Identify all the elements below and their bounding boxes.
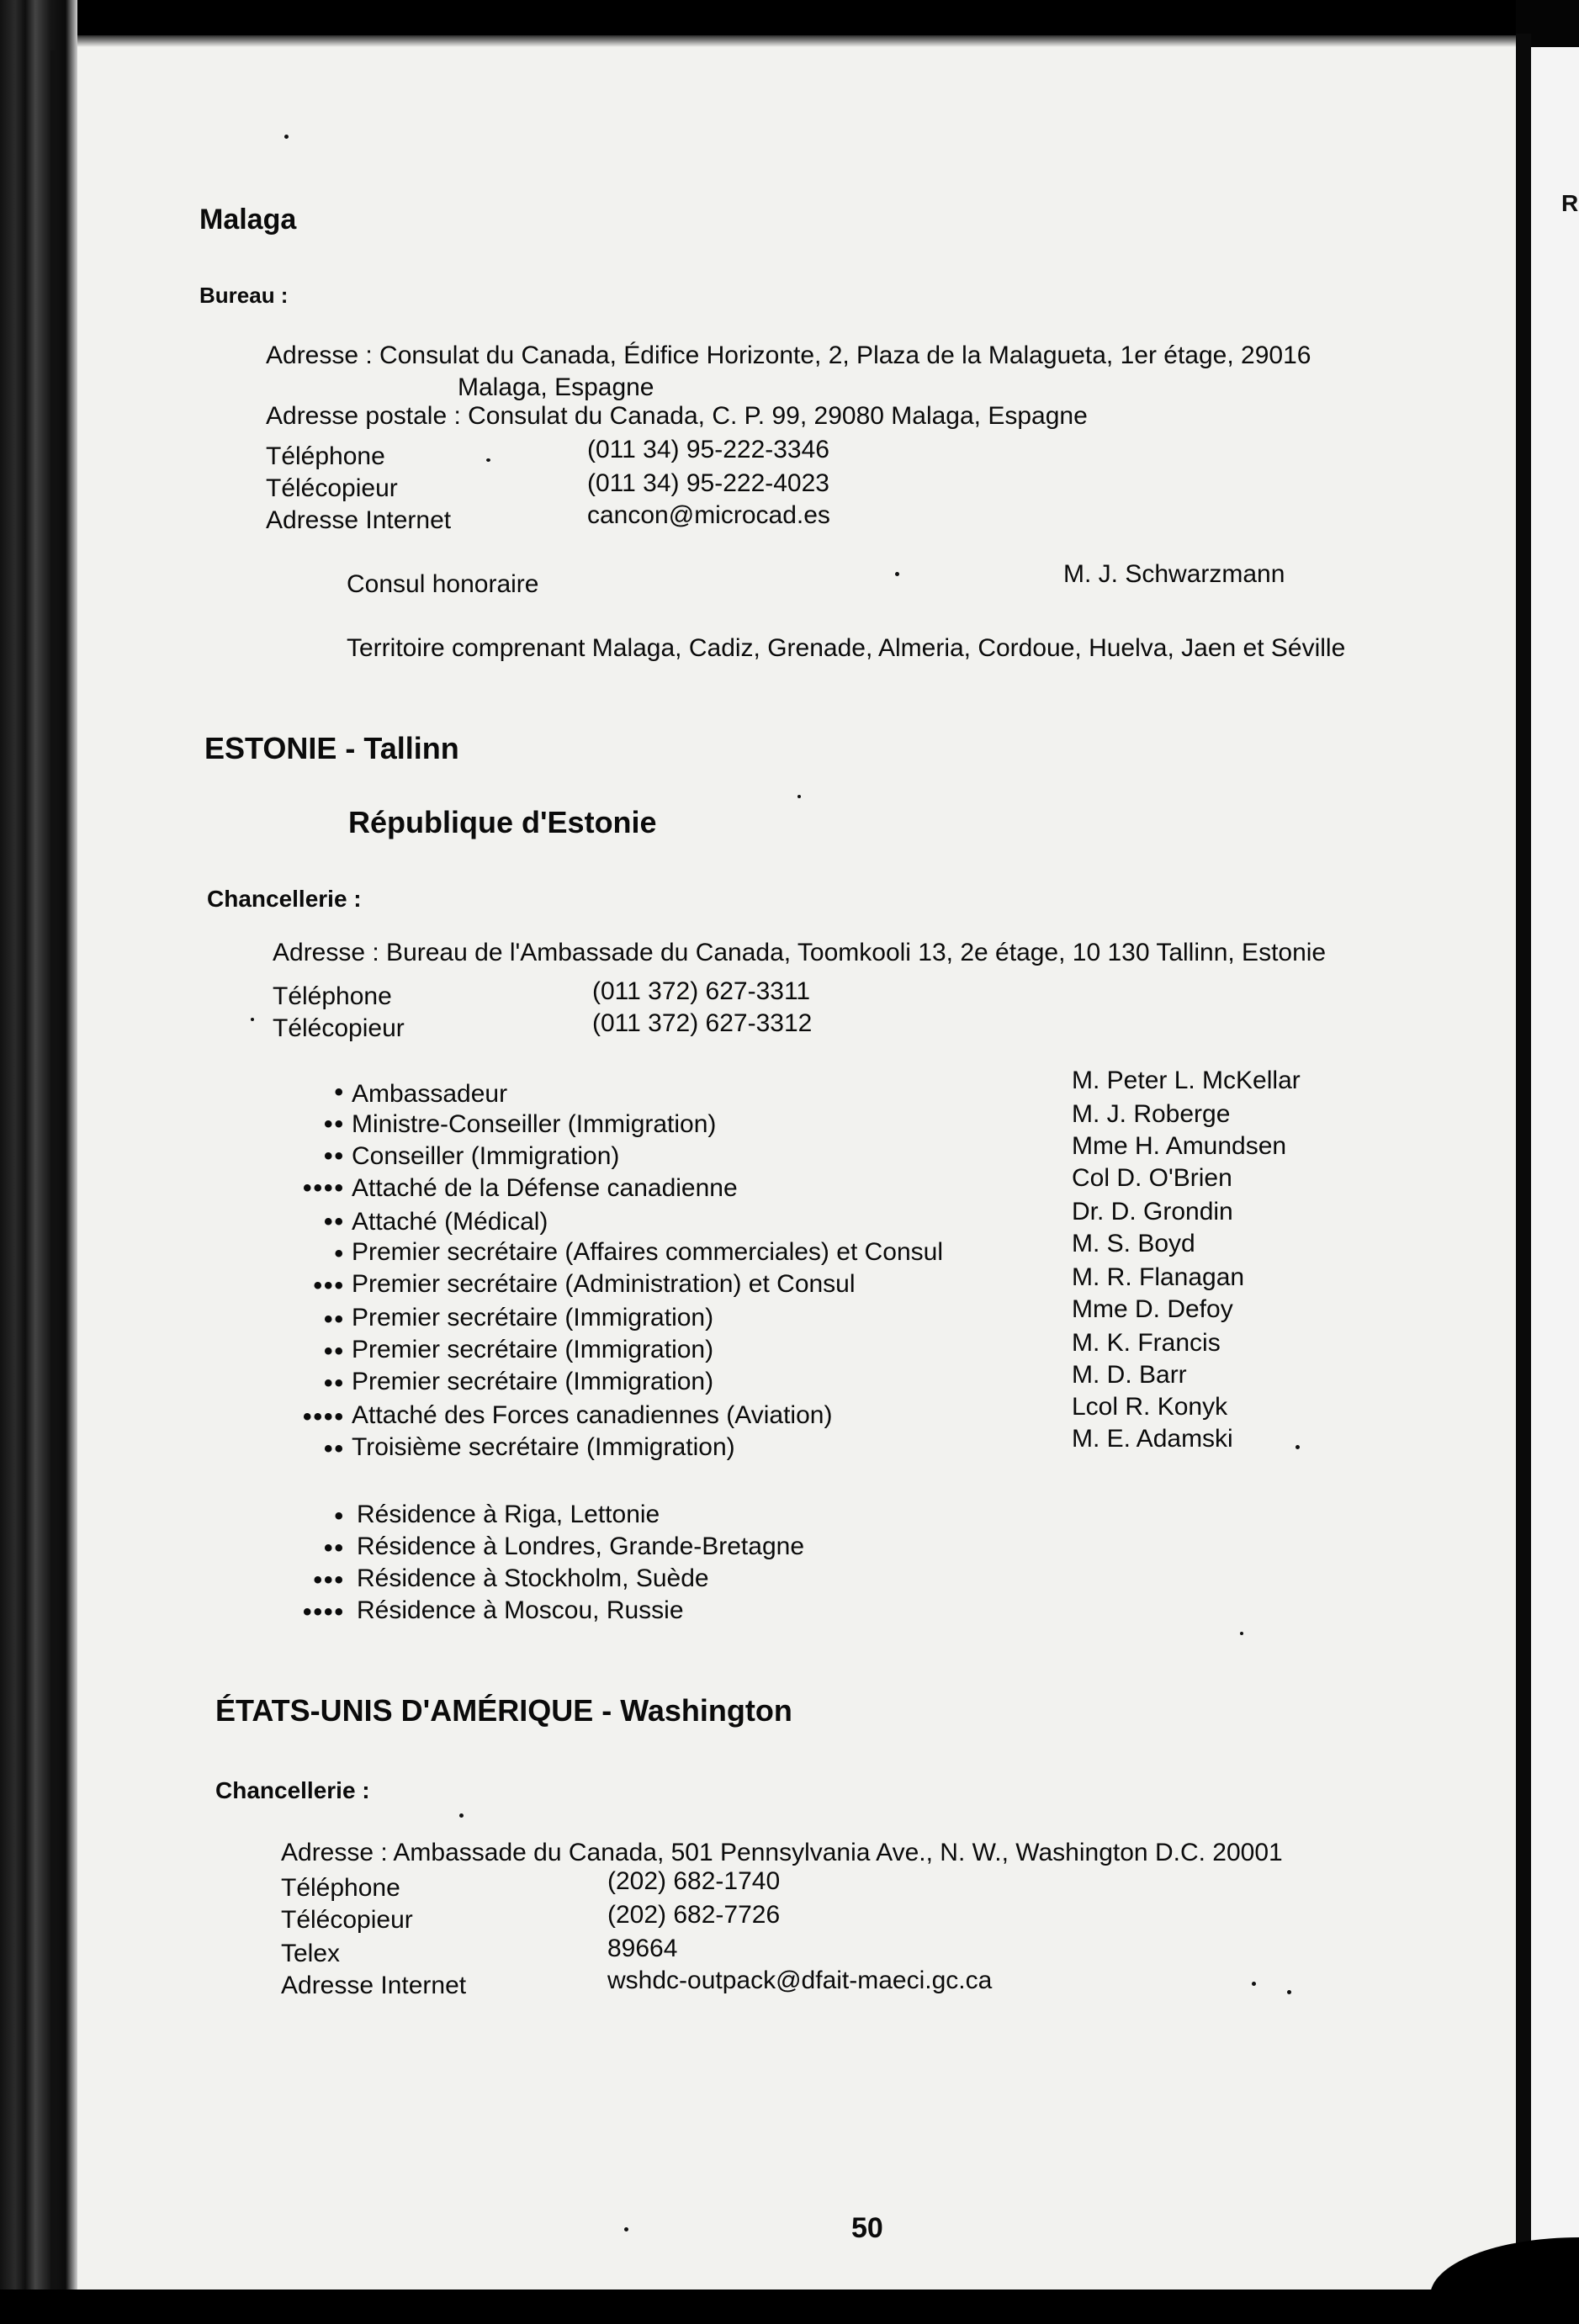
- staff-role: Attaché (Médical): [352, 1208, 548, 1236]
- staff-stars: ••: [323, 1435, 345, 1463]
- scan-speck: [624, 2227, 628, 2231]
- staff-role: Premier secrétaire (Affaires commerciales) et Consul: [352, 1238, 943, 1266]
- usa-internet-value: wshdc-outpack@dfait-maeci.gc.ca: [607, 1967, 993, 1994]
- malaga-fax-label: Télécopieur: [266, 474, 398, 502]
- staff-stars: ••••: [302, 1403, 345, 1431]
- malaga-internet-label: Adresse Internet: [266, 506, 452, 534]
- malaga-postal-address: Adresse postale : Consulat du Canada, C. P. 99, 29080 Malaga, Espagne: [266, 402, 1088, 430]
- estonie-chancellerie-label: Chancellerie :: [207, 886, 362, 912]
- estonie-phone-label: Téléphone: [273, 982, 392, 1010]
- staff-stars: ••: [323, 1337, 345, 1365]
- staff-role: Premier secrétaire (Immigration): [352, 1304, 714, 1331]
- usa-chancellerie-label: Chancellerie :: [215, 1777, 370, 1803]
- staff-name: Dr. D. Grondin: [1072, 1198, 1233, 1226]
- staff-name: Col D. O'Brien: [1072, 1164, 1232, 1192]
- usa-fax-value: (202) 682-7726: [607, 1901, 781, 1929]
- staff-name: M. E. Adamski: [1072, 1425, 1233, 1453]
- malaga-consul-role: Consul honoraire: [347, 570, 539, 598]
- usa-phone-label: Téléphone: [281, 1874, 400, 1902]
- malaga-internet-value: cancon@microcad.es: [587, 501, 830, 529]
- estonie-subtitle: République d'Estonie: [348, 805, 657, 839]
- residence-stars: •: [334, 1502, 345, 1530]
- scan-speck: [1296, 1445, 1300, 1449]
- staff-name: Lcol R. Konyk: [1072, 1393, 1228, 1421]
- staff-role: Premier secrétaire (Immigration): [352, 1368, 714, 1395]
- staff-name: M. S. Boyd: [1072, 1230, 1195, 1257]
- page-number: 50: [851, 2212, 883, 2244]
- malaga-address-line2: Malaga, Espagne: [458, 373, 654, 401]
- estonie-fax-label: Télécopieur: [273, 1014, 405, 1042]
- residence-stars: ••••: [302, 1598, 345, 1626]
- usa-telex-label: Telex: [281, 1940, 341, 1967]
- estonie-title: ESTONIE - Tallinn: [204, 731, 459, 765]
- staff-role: Ambassadeur: [352, 1080, 508, 1108]
- staff-stars: •: [334, 1078, 345, 1106]
- usa-address: Adresse : Ambassade du Canada, 501 Pennsylvania Ave., N. W., Washington D.C. 20001: [281, 1839, 1283, 1866]
- usa-phone-value: (202) 682-1740: [607, 1867, 781, 1895]
- residence-item: Résidence à Riga, Lettonie: [357, 1501, 660, 1528]
- staff-stars: •: [334, 1240, 345, 1268]
- scan-speck: [284, 135, 289, 139]
- malaga-phone-label: Téléphone: [266, 442, 385, 470]
- scan-speck: [251, 1018, 254, 1021]
- staff-role: Attaché de la Défense canadienne: [352, 1174, 738, 1202]
- usa-title: ÉTATS-UNIS D'AMÉRIQUE - Washington: [215, 1693, 792, 1728]
- staff-stars: ••••: [302, 1174, 345, 1202]
- staff-name: M. J. Roberge: [1072, 1100, 1231, 1128]
- malaga-address-line1: Adresse : Consulat du Canada, Édifice Horizonte, 2, Plaza de la Malagueta, 1er étage, 29016: [266, 341, 1311, 369]
- staff-stars: •••: [313, 1272, 345, 1300]
- usa-telex-value: 89664: [607, 1935, 678, 1962]
- staff-role: Conseiller (Immigration): [352, 1142, 620, 1170]
- staff-role: Premier secrétaire (Administration) et Consul: [352, 1270, 856, 1298]
- staff-stars: ••: [323, 1208, 345, 1236]
- usa-internet-label: Adresse Internet: [281, 1972, 467, 1999]
- residence-item: Résidence à Moscou, Russie: [357, 1596, 684, 1624]
- estonie-fax-value: (011 372) 627-3312: [592, 1009, 813, 1037]
- staff-name: Mme D. Defoy: [1072, 1295, 1233, 1323]
- usa-fax-label: Télécopieur: [281, 1906, 413, 1934]
- scan-speck: [1252, 1982, 1256, 1986]
- malaga-territory: Territoire comprenant Malaga, Cadiz, Grenade, Almeria, Cordoue, Huelva, Jaen et Séville: [347, 634, 1346, 662]
- estonie-phone-value: (011 372) 627-3311: [592, 977, 811, 1005]
- scan-speck: [486, 458, 490, 462]
- malaga-title: Malaga: [199, 204, 297, 236]
- scan-speck: [459, 1813, 464, 1818]
- staff-role: Ministre-Conseiller (Immigration): [352, 1110, 717, 1138]
- malaga-fax-value: (011 34) 95-222-4023: [587, 469, 829, 497]
- staff-name: Mme H. Amundsen: [1072, 1132, 1287, 1160]
- malaga-phone-value: (011 34) 95-222-3346: [587, 436, 829, 463]
- staff-name: M. Peter L. McKellar: [1072, 1067, 1301, 1094]
- staff-role: Troisième secrétaire (Immigration): [352, 1433, 735, 1461]
- malaga-bureau-label: Bureau :: [199, 283, 289, 308]
- staff-role: Attaché des Forces canadiennes (Aviation): [352, 1401, 833, 1429]
- scan-speck: [895, 572, 899, 576]
- residence-stars: ••: [323, 1534, 345, 1562]
- next-page-letter: R: [1561, 190, 1579, 216]
- residence-item: Résidence à Stockholm, Suède: [357, 1564, 709, 1592]
- scan-speck: [1287, 1990, 1291, 1994]
- staff-role: Premier secrétaire (Immigration): [352, 1336, 714, 1363]
- estonie-address: Adresse : Bureau de l'Ambassade du Canada, Toomkooli 13, 2e étage, 10 130 Tallinn, Estonie: [273, 939, 1327, 966]
- residence-item: Résidence à Londres, Grande-Bretagne: [357, 1533, 805, 1560]
- staff-stars: ••: [323, 1369, 345, 1397]
- scan-speck: [1240, 1632, 1243, 1635]
- residence-stars: •••: [313, 1566, 345, 1594]
- malaga-consul-name: M. J. Schwarzmann: [1063, 560, 1285, 588]
- staff-name: M. D. Barr: [1072, 1361, 1187, 1389]
- staff-name: M. K. Francis: [1072, 1329, 1221, 1357]
- staff-stars: ••: [323, 1305, 345, 1333]
- staff-name: M. R. Flanagan: [1072, 1263, 1245, 1291]
- staff-stars: ••: [323, 1142, 345, 1170]
- scan-speck: [797, 795, 801, 798]
- staff-stars: ••: [323, 1110, 345, 1138]
